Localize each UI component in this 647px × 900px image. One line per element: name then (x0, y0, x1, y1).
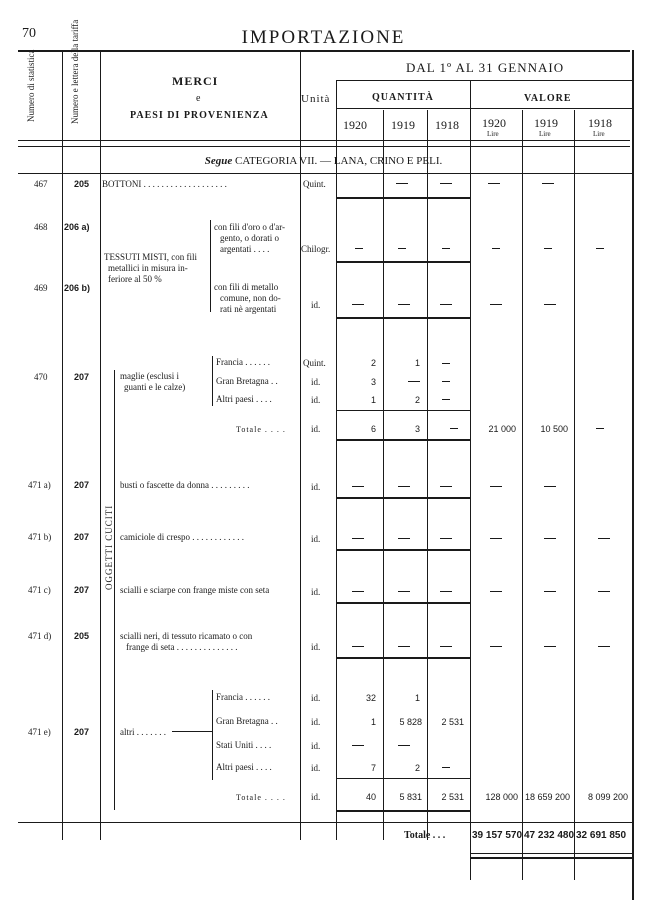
dash (542, 183, 554, 184)
section-title (0, 155, 647, 167)
mark (574, 288, 575, 320)
row-470-p2: Gran Bretagna . . (216, 376, 278, 386)
col-sep-6 (427, 110, 428, 840)
row-470-p1: Francia . . . . . . (216, 357, 270, 367)
row-467-num: 467 (34, 179, 48, 189)
lire-3: Lire (593, 130, 605, 138)
row-470-q3b: 2 (414, 395, 420, 405)
header-paesi: PAESI DI PROVENIENZA (130, 110, 269, 121)
dash (440, 591, 452, 592)
tessuti-brace (210, 220, 211, 312)
row-468-rule (336, 261, 470, 263)
col-sep-4 (336, 80, 337, 840)
dash (396, 183, 408, 184)
right-edge-rule (632, 50, 634, 900)
row-469-num: 469 (34, 283, 48, 293)
row-471e-u4: id. (311, 763, 321, 773)
header-bottom-rule (18, 140, 630, 141)
row-470-q2: 3 (370, 377, 376, 387)
dash (544, 304, 556, 305)
row-470-rule (336, 439, 470, 441)
row-469-desc1: con fili di metallo (214, 282, 279, 292)
row-471e-brace (212, 690, 213, 780)
dash (440, 486, 452, 487)
row-471b-desc: camiciole di crespo . . . . . . . . . . . . (120, 532, 244, 542)
row-468-num: 468 (34, 222, 48, 232)
row-471e-q2b: 5 828 (399, 717, 422, 727)
dash (398, 591, 410, 592)
dash (598, 646, 610, 647)
row-470-u3: id. (311, 395, 321, 405)
dash (492, 248, 500, 249)
row-471e-subrule (336, 778, 470, 779)
year-v-1919: 1919 (534, 116, 558, 130)
header-num-stat: Numero di statistica (26, 49, 36, 122)
row-471c-code: 207 (74, 585, 90, 595)
row-470-q3: 1 (370, 395, 376, 405)
row-467-rule (336, 197, 470, 199)
row-471e-p4: Altri paesi . . . . (216, 762, 272, 772)
row-467-unit: Quint. (303, 179, 326, 189)
dash (398, 646, 410, 647)
row-470-q1b: 1 (414, 358, 420, 368)
tessuti-l3: feriore al 50 % (108, 274, 162, 284)
row-471e-qtc: 2 531 (441, 792, 464, 802)
row-471e-altri: altri . . . . . . . (120, 727, 166, 737)
row-469-unit: id. (311, 300, 321, 310)
row-471c-num: 471 c) (28, 585, 51, 595)
row-470-q1: 2 (370, 358, 376, 368)
col-sep-2 (100, 50, 101, 840)
row-471e-p1: Francia . . . . . . (216, 692, 270, 702)
dash (440, 646, 452, 647)
tessuti-l2: metallici in misura in- (108, 263, 188, 273)
row-470-vt2: 10 500 (540, 424, 568, 434)
row-467-desc: BOTTONI . . . . . . . . . . . . . . . . . . . (102, 179, 227, 189)
dash (442, 381, 450, 382)
row-471a-num: 471 a) (28, 480, 51, 490)
dash (450, 428, 458, 429)
col-sep-3 (300, 50, 301, 840)
row-470-ut: id. (311, 424, 321, 434)
row-471e-u2: id. (311, 717, 321, 727)
row-471c-desc: scialli e sciarpe con frange miste con seta (120, 585, 270, 595)
section-category: CATEGORIA VII. — LANA, CRINO E PELI. (234, 155, 443, 167)
row-471d-desc1: scialli neri, di tessuto ricamato o con (120, 631, 253, 641)
table-bottom-rule (18, 822, 632, 823)
row-470-tot: Totale . . . . (236, 425, 286, 434)
dash (352, 745, 364, 746)
row-471d-desc2: frange di seta . . . . . . . . . . . . . . (126, 642, 238, 652)
row-471d-num: 471 d) (28, 631, 52, 641)
row-468-desc1: con fili d'oro o d'ar- (214, 222, 286, 232)
tessuti-l1: TESSUTI MISTI, con fili (104, 252, 197, 262)
row-470-qtb: 3 (414, 424, 420, 434)
row-471e-vt2: 18 659 200 (524, 792, 570, 802)
dash (544, 591, 556, 592)
row-471e-q4b: 2 (414, 763, 420, 773)
dash (596, 428, 604, 429)
row-471e-p2: Gran Bretagna . . (216, 716, 278, 726)
col-sep-7 (470, 80, 471, 880)
dash (490, 646, 502, 647)
row-468-code: 206 a) (64, 222, 90, 232)
row-471b-num: 471 b) (28, 532, 52, 542)
section-segue: Segue (204, 155, 233, 167)
row-471c-unit: id. (311, 587, 321, 597)
row-468-desc2: gento, o dorati o (220, 233, 279, 243)
row-471d-unit: id. (311, 642, 321, 652)
row-471e-code: 207 (74, 727, 90, 737)
dash (352, 486, 364, 487)
dash (442, 363, 450, 364)
row-468-unit: Chilogr. (301, 244, 331, 254)
year-v-1920: 1920 (482, 116, 506, 130)
grand-total-1919: 47 232 480 (524, 830, 575, 841)
row-470-num: 470 (34, 372, 48, 382)
row-471e-q1b: 1 (414, 693, 420, 703)
row-471e-qtb: 5 831 (399, 792, 422, 802)
grand-total-1918: 32 691 850 (576, 830, 627, 841)
row-470-u1: Quint. (303, 358, 326, 368)
dash (442, 399, 450, 400)
dash (544, 646, 556, 647)
oggetti-label: OGGETTI CUCITI (104, 504, 114, 590)
dash (490, 486, 502, 487)
dash (544, 538, 556, 539)
dash (398, 486, 410, 487)
dash (442, 248, 450, 249)
row-471b-unit: id. (311, 534, 321, 544)
dash (352, 591, 364, 592)
dash (398, 248, 406, 249)
row-470-code: 207 (74, 372, 90, 382)
grand-total-rule-2 (470, 857, 632, 859)
row-471a-desc: busti o fascette da donna . . . . . . . . . (120, 480, 250, 490)
row-467-code: 205 (74, 179, 90, 189)
row-470-vt1: 21 000 (488, 424, 516, 434)
row-471b-rule (336, 549, 470, 551)
page-title: IMPORTAZIONE (241, 27, 406, 48)
dash (490, 591, 502, 592)
col-sep-1 (62, 50, 63, 840)
dash (598, 591, 610, 592)
row-471e-q2c: 2 531 (441, 717, 464, 727)
subhead-rule (336, 108, 632, 109)
lire-1: Lire (487, 130, 499, 138)
row-469-desc2: comune, non do- (220, 293, 281, 303)
year-q-1920: 1920 (343, 118, 367, 132)
row-471a-rule (336, 497, 470, 499)
row-471e-vt3: 8 099 200 (587, 792, 628, 802)
header-quantita: QUANTITÀ (372, 92, 434, 103)
dash (440, 304, 452, 305)
dash (544, 486, 556, 487)
row-471e-qt: 40 (365, 792, 376, 802)
col-sep-9 (574, 110, 575, 880)
col-sep-8 (522, 110, 523, 880)
row-471e-rule (336, 810, 470, 812)
grand-total-rule-1 (470, 853, 632, 854)
row-471e-num: 471 e) (28, 727, 51, 737)
row-470-maglie2: guanti e le calze) (124, 382, 186, 392)
row-471e-q1: 32 (365, 693, 376, 703)
dash (490, 538, 502, 539)
row-471e-connector (172, 731, 212, 732)
year-q-1919: 1919 (391, 118, 415, 132)
row-471e-u3: id. (311, 741, 321, 751)
lire-2: Lire (539, 130, 551, 138)
dash (352, 304, 364, 305)
row-471e-q4: 7 (370, 763, 376, 773)
row-471e-u1: id. (311, 693, 321, 703)
page-number: 70 (22, 26, 36, 41)
grand-total-1920: 39 157 570 (472, 830, 523, 841)
grand-total-label: Totale . . . (404, 830, 446, 841)
row-470-p3: Altri paesi . . . . (216, 394, 272, 404)
year-v-1918: 1918 (588, 116, 612, 130)
header-valore: VALORE (524, 93, 572, 104)
header-e: e (196, 93, 201, 104)
header-period: DAL 1º AL 31 GENNAIO (406, 60, 565, 75)
oggetti-brace (114, 370, 115, 810)
row-471e-ut: id. (311, 792, 321, 802)
section-rule (18, 173, 632, 174)
row-471d-rule (336, 657, 470, 659)
row-471e-p3: Stati Uniti . . . . (216, 740, 272, 750)
header-bottom-rule-2 (18, 146, 630, 147)
dash (440, 538, 452, 539)
dash (544, 248, 552, 249)
row-471c-rule (336, 602, 470, 604)
header-merci: MERCI (172, 74, 219, 88)
dash (398, 304, 410, 305)
dash (408, 381, 420, 382)
row-470-subrule (336, 410, 470, 411)
row-470-qt: 6 (370, 424, 376, 434)
top-rule (18, 50, 630, 52)
row-469-rule (336, 317, 470, 319)
dash (398, 745, 410, 746)
row-470-brace (212, 356, 213, 406)
row-470-maglie1: maglie (esclusi i (120, 371, 179, 381)
dash (490, 304, 502, 305)
row-471b-code: 207 (74, 532, 90, 542)
col-sep-5 (383, 110, 384, 840)
row-469-code: 206 b) (64, 283, 91, 293)
row-471e-vt1: 128 000 (485, 792, 518, 802)
dash (352, 538, 364, 539)
row-471a-unit: id. (311, 482, 321, 492)
row-471e-tot: Totale . . . . (236, 793, 286, 802)
period-rule (336, 80, 632, 81)
dash (398, 538, 410, 539)
dash (488, 183, 500, 184)
row-470-u2: id. (311, 377, 321, 387)
dash (598, 538, 610, 539)
row-471a-code: 207 (74, 480, 90, 490)
row-471d-code: 205 (74, 631, 90, 641)
header-unita: Unità (301, 93, 331, 105)
row-471e-q2: 1 (370, 717, 376, 727)
dash (442, 767, 450, 768)
row-468-desc3: argentati . . . . (220, 244, 270, 254)
dash (596, 248, 604, 249)
header-num-tariffa: Numero e lettera della tariffa (70, 19, 80, 124)
dash (355, 248, 363, 249)
dash (352, 646, 364, 647)
dash (440, 183, 452, 184)
year-q-1918: 1918 (435, 118, 459, 132)
row-469-desc3: rati nè argentati (220, 304, 277, 314)
